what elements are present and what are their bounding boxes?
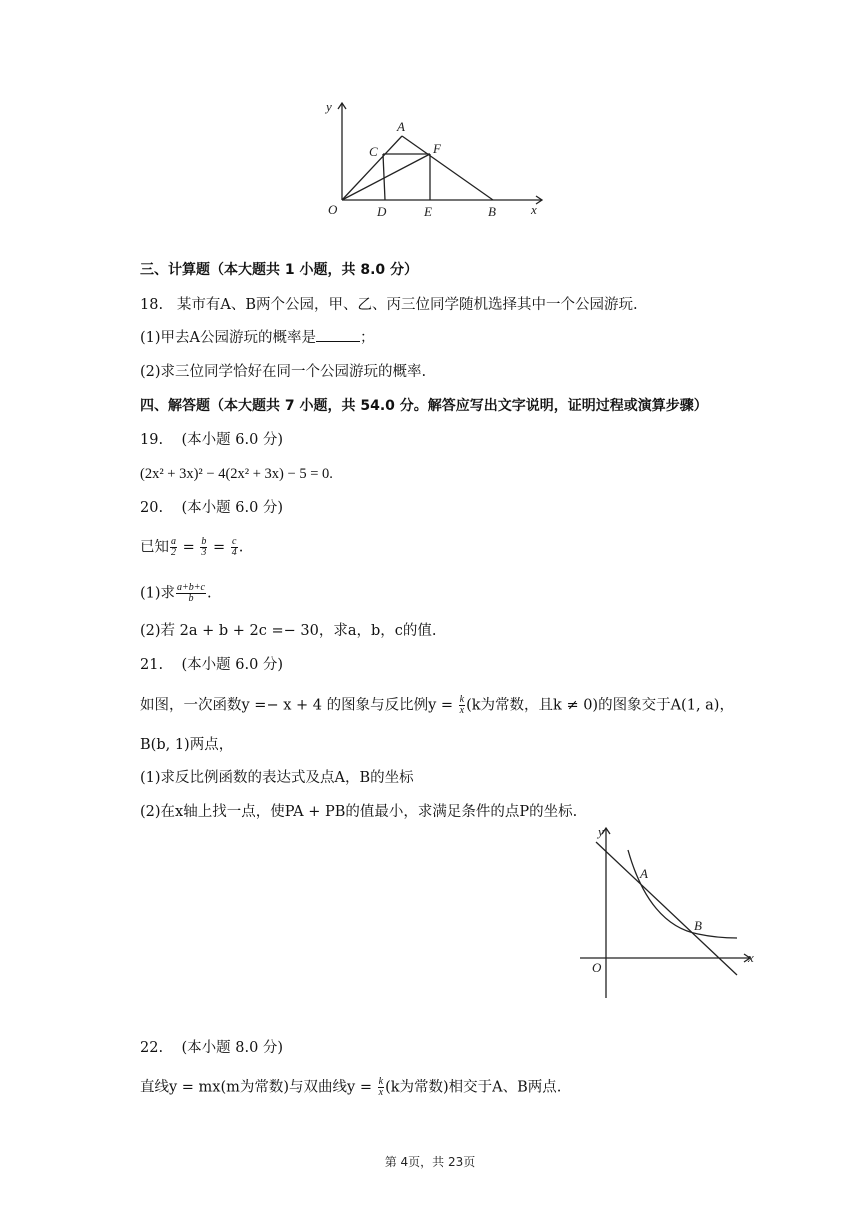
inverse-function-curve — [628, 850, 737, 938]
stem-text-continued: (k为常数)相交于A、B两点. — [385, 1079, 562, 1096]
function-graph-figure — [574, 820, 764, 1000]
label-O: O — [592, 960, 602, 975]
question-21-stem — [140, 695, 734, 716]
question-number: 19. — [140, 432, 164, 448]
question-21-stem-line2: B(b, 1)两点， — [140, 737, 234, 753]
question-score: (本小题 6.0 分) — [181, 657, 284, 673]
question-20-header — [140, 498, 283, 518]
fraction-sum-over-b: $\frac{a+b+c}{b}$ — [177, 582, 205, 604]
question-21-part1: (1)求反比例函数的表达式及点A，B的坐标 — [140, 770, 414, 786]
question-text: 某市有A、B两个公园，甲、乙、丙三位同学随机选择其中一个公园游玩. — [176, 297, 638, 313]
question-18-part2: (2)求三位同学恰好在同一个公园游玩的概率. — [140, 364, 427, 380]
question-22-stem — [140, 1077, 561, 1098]
section-heading: 四、解答题（本大题共 7 小题，共 54.0 分。解答应写出文字说明，证明过程或演算步骤） — [140, 398, 708, 414]
label-B: B — [488, 204, 496, 219]
label-x: x — [531, 202, 537, 217]
page-footer: 第 4页，共 23页 — [384, 1155, 476, 1169]
linear-function-line — [596, 842, 737, 975]
fraction-b-over-3: $\frac{b}{3}$ — [201, 536, 207, 558]
label-C: C — [369, 144, 378, 159]
question-score: (本小题 8.0 分) — [181, 1040, 284, 1056]
question-22-header — [140, 1038, 283, 1058]
label-A: A — [397, 119, 405, 134]
question-score: (本小题 6.0 分) — [181, 432, 284, 448]
question-number: 22. — [140, 1040, 164, 1056]
label-B: B — [694, 918, 702, 933]
fraction-k-over-x: $\frac{k}{x}$ — [459, 694, 465, 716]
label-O: O — [328, 202, 338, 217]
question-number: 20. — [140, 500, 164, 516]
equals-sign: = — [182, 539, 195, 556]
question-19-header — [140, 430, 283, 450]
stem-text: 直线y = mx(m为常数)与双曲线y = — [140, 1079, 372, 1096]
question-18-stem — [140, 295, 638, 315]
question-number: 18. — [140, 297, 164, 313]
question-number: 21. — [140, 657, 164, 673]
part-text: (1)求 — [140, 585, 176, 602]
label-y: y — [598, 824, 604, 839]
question-20-given — [140, 537, 243, 558]
label-x: x — [748, 950, 754, 965]
fraction-c-over-4: $\frac{c}{4}$ — [231, 536, 237, 558]
label-y: y — [326, 99, 332, 114]
question-21-part2: (2)在x轴上找一点，使PA + PB的值最小，求满足条件的点P的坐标. — [140, 804, 578, 820]
period: . — [238, 539, 244, 556]
stem-text-continued: (k为常数，且k ≠ 0)的图象交于A(1, a)， — [466, 697, 734, 714]
segment-OF — [342, 154, 430, 200]
label-D: D — [377, 204, 387, 219]
question-19-equation: (2x² + 3x)² − 4(2x² + 3x) − 5 = 0. — [140, 466, 333, 482]
geometry-figure — [310, 95, 550, 225]
section-heading: 三、计算题（本大题共 1 小题，共 8.0 分） — [140, 262, 419, 278]
fraction-k-over-x: $\frac{k}{x}$ — [378, 1076, 384, 1098]
question-20-part2: (2)若 2a + b + 2c =− 30，求a，b，c的值. — [140, 623, 437, 639]
answer-blank — [316, 327, 360, 342]
label-F: F — [433, 141, 441, 156]
part-text-end: ； — [360, 330, 375, 346]
label-E: E — [424, 204, 432, 219]
question-score: (本小题 6.0 分) — [181, 500, 284, 516]
fraction-a-over-2: $\frac{a}{2}$ — [171, 536, 176, 558]
equals-sign: = — [212, 539, 226, 556]
question-21-header — [140, 655, 283, 675]
period: . — [206, 585, 212, 602]
question-20-part1 — [140, 583, 212, 604]
given-text: 已知 — [140, 539, 169, 556]
question-18-part1 — [140, 327, 375, 348]
segment-AB — [402, 136, 493, 200]
stem-text: 如图，一次函数y =− x + 4 的图象与反比例y = — [140, 697, 454, 714]
part-text: (1)甲去A公园游玩的概率是 — [140, 330, 317, 346]
label-A: A — [640, 866, 648, 881]
